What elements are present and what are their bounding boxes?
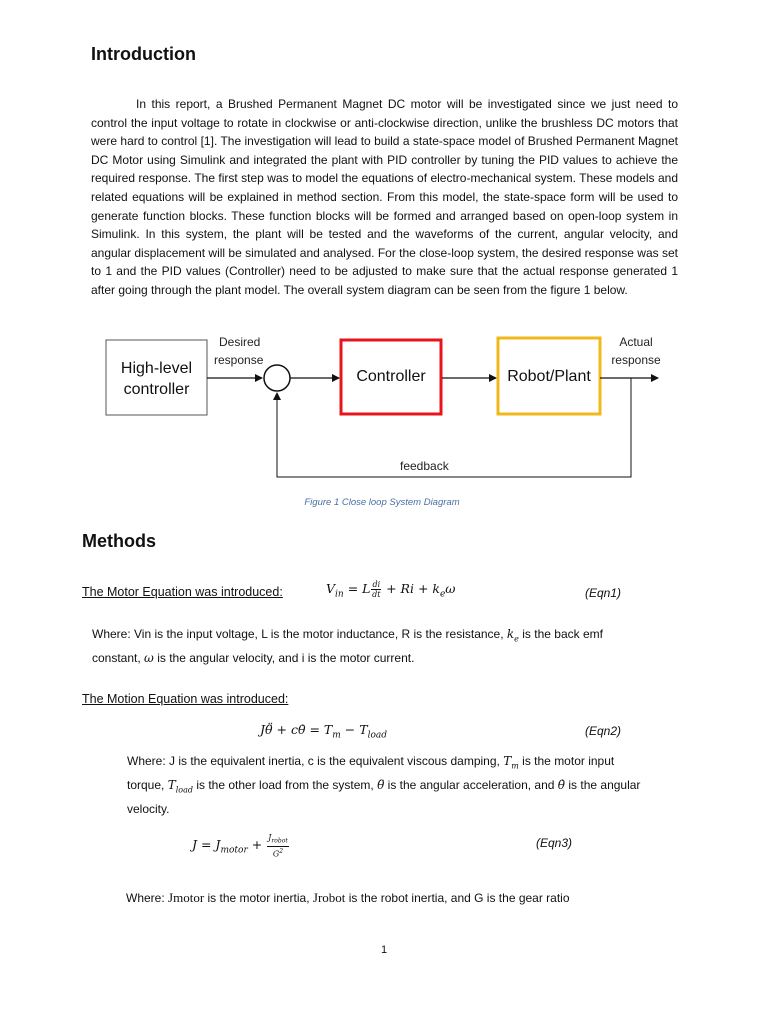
eqn1-where-part1: Where: Vin is the input voltage, L is the motor inductance, R is the resistance,	[92, 627, 504, 641]
motor-equation: $V_{in} = L$ $\frac{di}{dt}$ + $Ri + k_e\omega$	[326, 580, 456, 600]
tload-symbol: $T_{load}$	[167, 777, 193, 795]
eqn3-where-part3: is the robot inertia, and G is the gear ratio	[348, 891, 570, 905]
eqn3-tag: (Eqn3)	[536, 836, 573, 850]
introduction-heading: Introduction	[91, 44, 196, 64]
eqn2-where-part3: is the other load from the system,	[196, 777, 374, 792]
ke-symbol: $k_e$	[506, 627, 519, 644]
jrobot-term: Jrobot	[312, 890, 346, 905]
high-level-line2: controller	[123, 381, 190, 398]
high-level-line1: High-level	[120, 360, 193, 377]
summing-junction	[264, 365, 290, 391]
desired-line1: Desired	[219, 335, 261, 349]
eqn1-where	[92, 625, 652, 668]
theta-dot-symbol: θ̇	[557, 777, 566, 792]
motion-equation: Jθ̈̈ + cθ̇ = $T_m - T_{load}$	[260, 722, 387, 741]
eqn3-where-part1: Where:	[126, 891, 165, 905]
actual-response-label	[606, 333, 666, 369]
tm-symbol: $T_m$	[503, 754, 519, 771]
actual-line2: response	[611, 353, 661, 367]
plant-label: Robot/Plant	[507, 368, 591, 385]
system-diagram	[0, 328, 768, 488]
controller-label: Controller	[356, 368, 426, 385]
eqn1-where-part2: is the back emf constant,	[92, 627, 603, 665]
eqn3-where	[126, 889, 686, 908]
theta-ddot-symbol: θ̈	[377, 777, 385, 792]
eqn2-where	[127, 752, 647, 819]
introduction-paragraph: In this report, a Brushed Permanent Magnet DC motor will be investigated since we just need to control the input voltage to rotate in clockwise or anti-clockwise direction, unlike the brushless DC motors that were hard to control [1]. The investigation will lead to build a state-space model of Brushed Permanent Magnet DC Motor using Simulink and integrated the plant with PID controller by tuning the PID values to achieve the required response. The first step was to model the equations of electro-mechanical system. These models and related equations will be explained in method section. From this model, the state-space form will be used to generate function blocks. These function blocks will be formed and arranged based on open-loop system in Simulink. In this system, the plant will be tested and the waveforms of the current, angular velocity, and angular displacement will be simulated and analysed. For the close-loop system, the desired response was set to 1 and the PID values (Controller) need to be adjusted to make sure that the actual response generated 1 after going through the plant model. The overall system diagram can be seen from the figure 1 below.	[91, 97, 678, 297]
figure-caption: Figure 1 Close loop System Diagram	[304, 497, 460, 508]
jmotor-term: Jmotor	[168, 890, 205, 905]
high-level-controller-label	[106, 358, 207, 400]
eqn2-where-part2: is the motor input torque,	[127, 754, 615, 792]
eqn1-where-part3: is the angular velocity, and i is the motor current.	[157, 650, 415, 665]
omega-symbol: ω	[144, 650, 154, 665]
eqn2-where-part5: is the angular velocity.	[127, 777, 641, 816]
eqn2-where-part4: is the angular acceleration, and	[387, 777, 555, 792]
inertia-equation: $J = J_{motor}$ + $\frac{J_{robot}}{G^2}$	[192, 833, 288, 859]
actual-line1: Actual	[619, 335, 653, 349]
methods-heading: Methods	[82, 531, 156, 551]
eqn3-where-part2: is the motor inertia,	[207, 891, 310, 905]
eqn1-tag: (Eqn1)	[585, 586, 622, 600]
page-number: 1	[380, 944, 388, 956]
desired-response-label	[214, 333, 263, 369]
motion-equation-label: The Motion Equation was introduced:	[82, 692, 289, 706]
eqn2-where-part1: Where: J is the equivalent inertia, c is the equivalent viscous damping,	[127, 754, 500, 768]
eqn2-tag: (Eqn2)	[585, 724, 622, 738]
desired-line2: response	[214, 353, 264, 367]
feedback-label: feedback	[400, 459, 449, 473]
motor-equation-label: The Motor Equation was introduced:	[82, 585, 283, 599]
